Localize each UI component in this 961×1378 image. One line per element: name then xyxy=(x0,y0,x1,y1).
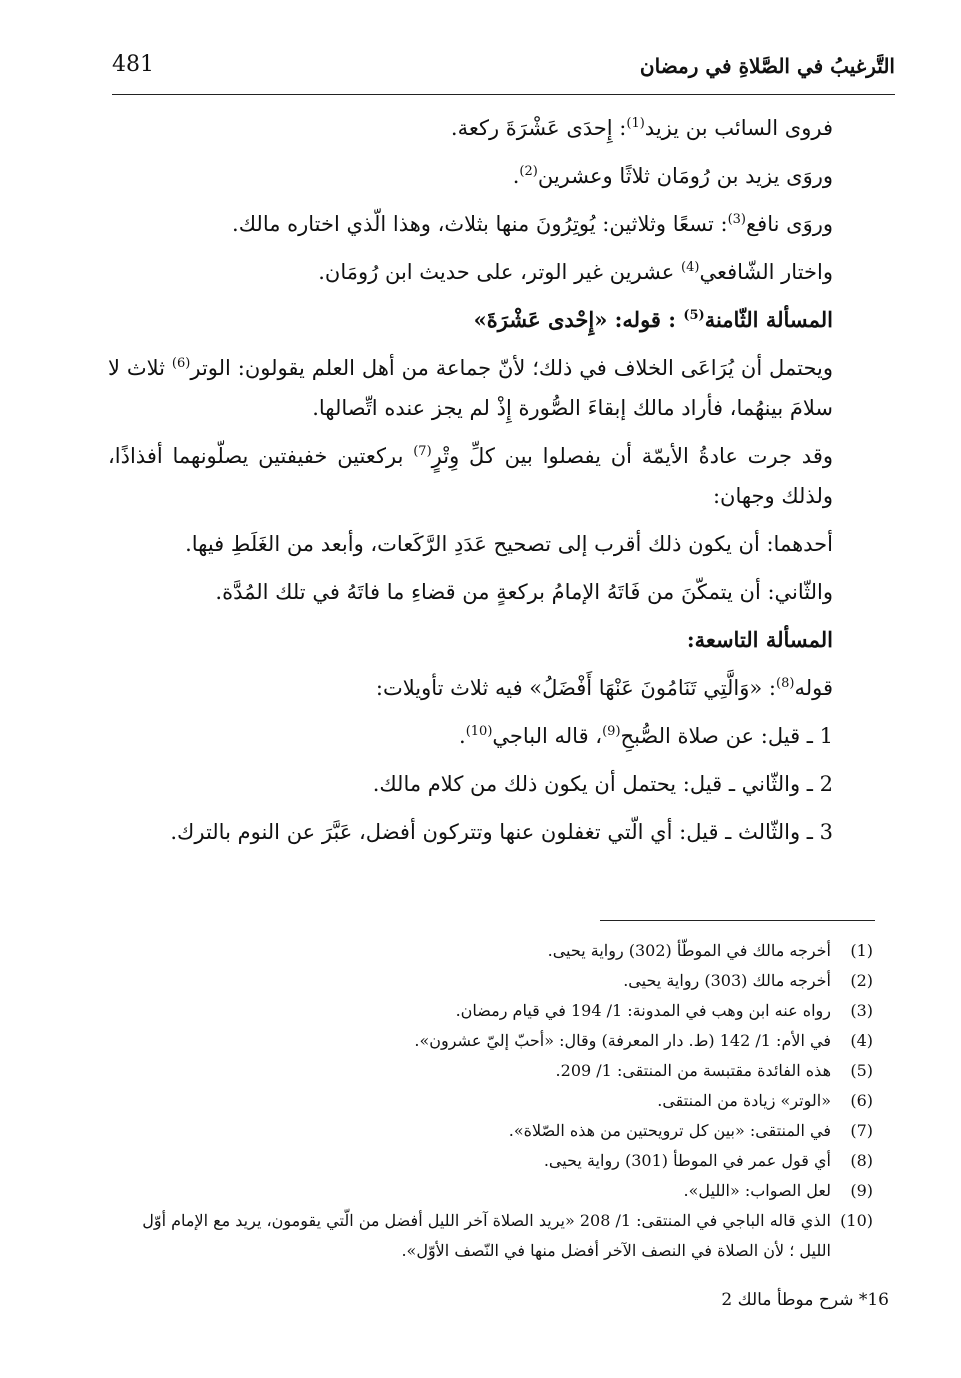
footnote-ref: (9) xyxy=(602,724,621,739)
text-run: ، قاله الباجي xyxy=(492,724,603,748)
footnote xyxy=(108,996,873,1026)
footnotes xyxy=(108,936,873,1266)
paragraph: 2 ـ والثّاني ـ قيل: يحتمل أن يكون ذلك من كلام مالك. xyxy=(372,772,833,796)
paragraph xyxy=(108,436,873,516)
footnote xyxy=(108,1206,873,1266)
text-run: وروَى يزيد بن رُومَان ثلاثًا وعشرين xyxy=(537,164,833,188)
footnote-number: (2) xyxy=(850,971,873,990)
footnote-number: (9) xyxy=(850,1181,873,1200)
paragraph: والثّاني: أن يتمكّنَ من فَاتَهُ الإمامُ بركعةٍ من قضاءِ ما فاتَهُ في تلك المُدَّة. xyxy=(215,580,833,604)
footnote-number: (8) xyxy=(850,1151,873,1170)
footnote-number: (3) xyxy=(850,1001,873,1020)
page-header xyxy=(112,48,895,88)
footnote xyxy=(108,1026,873,1056)
paragraph xyxy=(108,348,873,428)
footnote-number: (1) xyxy=(850,941,873,960)
text-run: : «وَالَّتِي تَنَامُونَ عَنْهَا أَفْضَلُ» فيه ثلاث تأويلات: xyxy=(375,676,777,700)
footnote-ref: (4) xyxy=(681,260,700,275)
text-run: فروى السائب بن يزيد xyxy=(644,116,833,140)
footnote-number: (4) xyxy=(850,1031,873,1050)
paragraph: أحدهما: أن يكون ذلك أقرب إلى تصحيح عَدَدِ الرَّكَعات، وأبعد من الغَلَطِ فيها. xyxy=(185,532,833,556)
text-run: المسألة الثّامنة xyxy=(704,307,833,332)
footnote xyxy=(108,936,873,966)
footnote-text: أي قول عمر في الموطأ (301) رواية يحيى. xyxy=(543,1151,831,1170)
footnote xyxy=(108,1146,873,1176)
footnote-text: لعل الصواب: «الليل». xyxy=(683,1181,831,1200)
text-run: ويحتمل أن يُرَاعَى الخلاف في ذلك؛ لأنّ جماعة من أهل العلم يقولون: الوتر xyxy=(190,356,833,380)
footnote-ref: (10) xyxy=(465,724,493,739)
footnote-number: (7) xyxy=(850,1121,873,1140)
footnote-text: في الأم: 1/ 142 (ط. دار المعرفة) وقال: «أحبّ إليّ عشرون». xyxy=(414,1031,831,1050)
text-run: وقد جرت عادةُ الأيمّة أن يفصلوا بين كلِّ وِتْرٍ xyxy=(431,444,833,468)
section-heading-eighth xyxy=(108,300,873,340)
text-run: : قوله: «إِحْدى عَشْرَةَ» xyxy=(473,307,684,332)
text-run: ثلاث لا سلامَ بينهُما، فأراد مالك إبقاءَ الصُّورة إِذْ لم يجز عنده اتِّصالها. xyxy=(108,356,833,420)
text-run: : إِحدَى عَشْرَةَ ركعة. xyxy=(450,116,627,140)
printer-signature: 16* شرح موطأ مالك 2 xyxy=(721,1290,889,1310)
paragraph xyxy=(108,716,873,756)
paragraph xyxy=(108,204,873,244)
text-run: وروَى نافع xyxy=(746,212,833,236)
text-run: بركعتين خفيفتين يصلّونهما أفذاذًا، ولذلك وجهان: xyxy=(108,444,833,508)
footnote xyxy=(108,1116,873,1146)
header-rule xyxy=(112,94,895,95)
text-run: . xyxy=(459,724,466,748)
footnote-number: (6) xyxy=(850,1091,873,1110)
footnote xyxy=(108,1086,873,1116)
footnote-text: الذي قاله الباجي في المنتقى: 1/ 208 «يريد الصلاة آخر الليل أفضل من الّتي يقومون، يريد مع الإمام أوّل الليل ؛ لأن الصلاة في النصف الآخر أفضل منها في النّصف الأوّل». xyxy=(142,1211,831,1260)
section-heading-ninth: المسألة التاسعة: xyxy=(686,627,833,652)
main-text xyxy=(108,108,873,860)
text-run: : تسعًا وثلاثين: يُوتِرُونَ منها بثلاث، وهذا الّذي اختاره مالك. xyxy=(232,212,728,236)
paragraph xyxy=(108,156,873,196)
footnote-text: أخرجه مالك في الموطّأ (302) رواية يحيى. xyxy=(547,941,831,960)
footnote-ref: (3) xyxy=(727,212,746,227)
text-run: قوله xyxy=(794,676,833,700)
footnote-ref: (8) xyxy=(776,676,795,691)
footnote-ref: (7) xyxy=(413,444,432,459)
footnote xyxy=(108,1176,873,1206)
footnote xyxy=(108,1056,873,1086)
footnote-text: رواه عنه ابن وهب في المدونة: 1/ 194 في قيام رمضان. xyxy=(455,1001,831,1020)
page-number: 481 xyxy=(112,52,154,77)
footnote-text: أخرجه مالك (303) رواية يحيى. xyxy=(623,971,831,990)
paragraph xyxy=(108,668,873,708)
footnote-ref: (6) xyxy=(171,356,191,371)
paragraph xyxy=(108,108,873,148)
footnote-ref: (5) xyxy=(683,308,705,323)
footnote-ref: (1) xyxy=(626,116,645,131)
footnote-number: (10) xyxy=(840,1211,873,1230)
footnote-rule xyxy=(600,920,875,921)
text-run: 1 ـ قيل: عن صلاة الصُّبحِ xyxy=(620,724,833,748)
footnote-text: «الوتر» زيادة من المنتقى. xyxy=(657,1091,831,1110)
footnote-ref: (2) xyxy=(519,164,538,179)
footnote xyxy=(108,966,873,996)
paragraph xyxy=(108,252,873,292)
text-run: واختار الشّافعي xyxy=(699,260,833,284)
footnote-text: هذه الفائدة مقتبسة من المنتقى: 1/ 209. xyxy=(555,1061,831,1080)
text-run: عشرين غير الوتر، على حديث ابن رُومَان. xyxy=(318,260,682,284)
paragraph: 3 ـ والثّالث ـ قيل: أي الّتي تغفلون عنها وتتركون أفضل، عَبَّرَ عن النوم بالترك. xyxy=(170,820,833,844)
footnote-number: (5) xyxy=(850,1061,873,1080)
text-run: . xyxy=(512,164,520,188)
footnote-text: في المنتقى: «بين كل ترويحتين من هذه الصّلاة». xyxy=(508,1121,831,1140)
running-title: التَّرغيبُ في الصَّلاةِ في رمضان xyxy=(639,54,895,78)
